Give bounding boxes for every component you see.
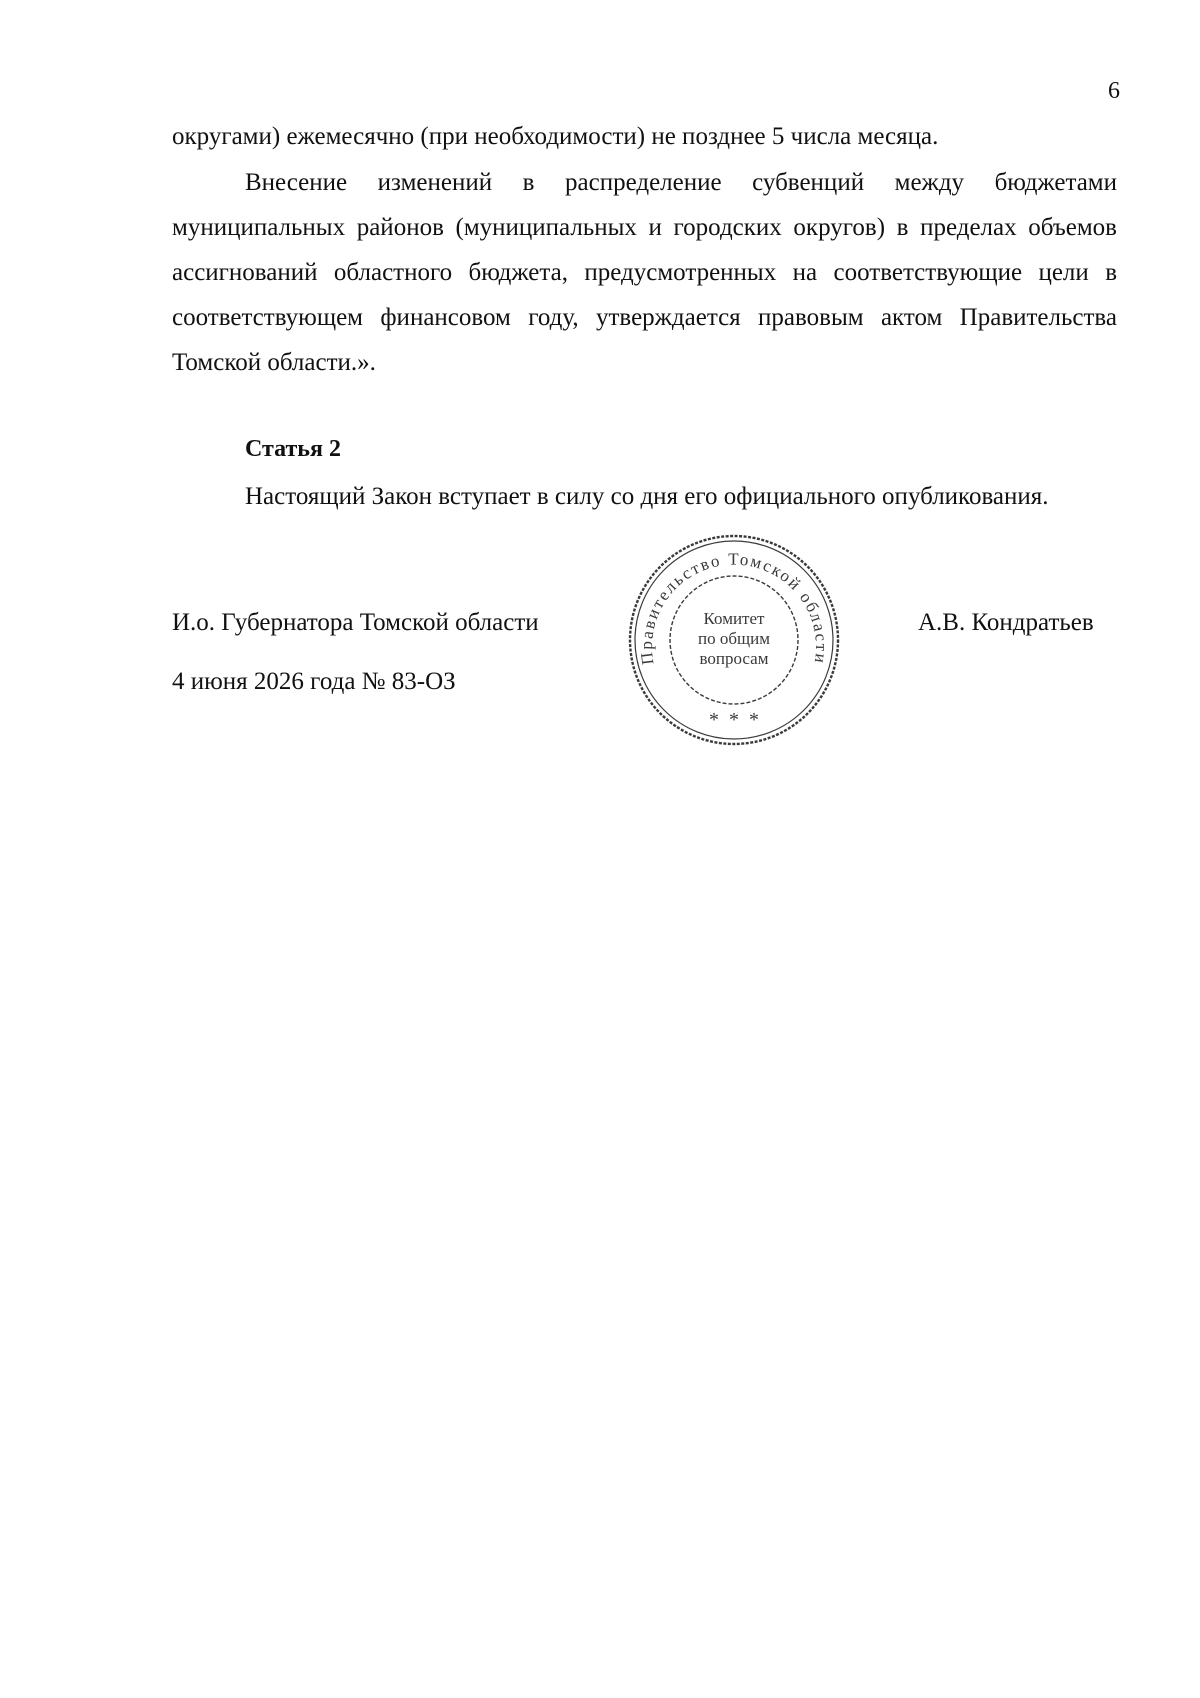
seal-center-line3: вопросам (699, 649, 769, 668)
article-heading: Статья 2 (245, 436, 341, 462)
law-date-number: 4 июня 2026 года № 83-ОЗ (172, 668, 456, 695)
article-body: Настоящий Закон вступает в силу со дня его официального опубликования. (245, 483, 1049, 510)
paragraph-amendments: Внесение изменений в распределение субвенций между бюджетами муниципальных районов (муниципальных и городских округов) в пределах объемов ассигнований областного бюджета, предусмотренных на соответствующие цели в соответствующем финансовом году, утверждается правовым актом Правительства Томской области.». (172, 169, 1117, 376)
official-seal-stamp (624, 530, 844, 750)
seal-center-line2: по общим (698, 629, 770, 648)
seal-center-line1: Комитет (703, 609, 765, 628)
paragraph-continuation: округами) ежемесячно (при необходимости) не позднее 5 числа месяца. (172, 123, 939, 150)
seal-graphic (624, 530, 844, 750)
seal-outer-text: Правительство Томской области (636, 549, 832, 667)
page-number: 6 (1108, 78, 1120, 104)
seal-stars: * * * (709, 709, 759, 731)
signatory-title: И.о. Губернатора Томской области (172, 609, 539, 636)
signatory-name: А.В. Кондратьев (918, 609, 1094, 636)
